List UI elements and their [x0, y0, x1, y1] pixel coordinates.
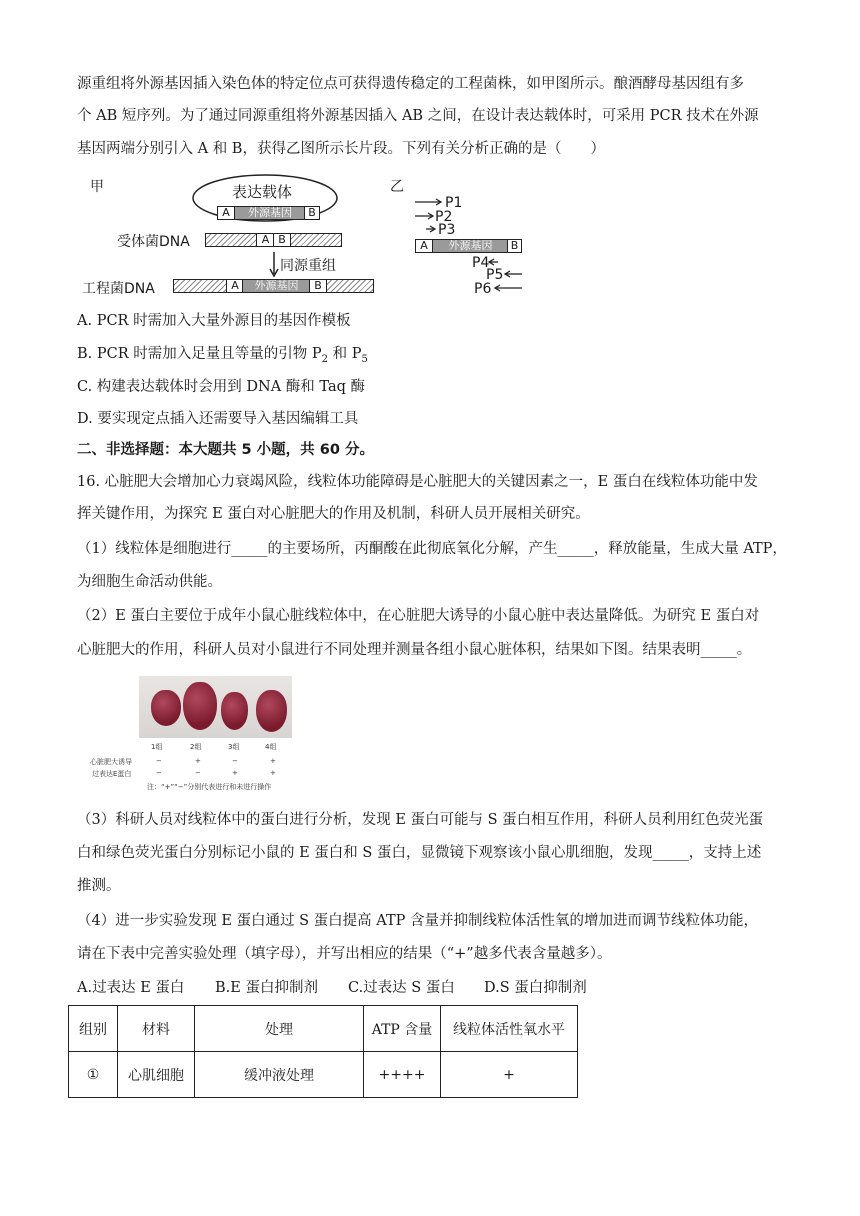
- cell-material: 心肌细胞: [118, 1052, 195, 1098]
- q16-line-5: （2）E 蛋白主要位于成年小鼠心脏线粒体中，在心脏肥大诱导的小鼠心脏中表达量降低。为研究 E 蛋白对: [77, 608, 760, 624]
- primer-p4: P4: [472, 255, 490, 271]
- choice-b: B.E 蛋白抑制剂: [215, 980, 318, 996]
- engineered-label: 工程菌DNA: [82, 281, 155, 297]
- primer-p2: P2: [435, 209, 453, 225]
- choice-d: D.S 蛋白抑制剂: [484, 980, 587, 996]
- option-d: D. 要实现定点插入还需要导入基因编辑工具: [77, 411, 359, 427]
- primer-p1: P1: [445, 195, 463, 211]
- seg-b: B: [507, 240, 521, 252]
- recombination-label: 同源重组: [280, 258, 336, 274]
- intro-line-3: 基因两端分别引入 A 和 B，获得乙图所示长片段。下列有关分析正确的是（ ）: [77, 141, 605, 157]
- option-b: [77, 344, 368, 370]
- option-a: A. PCR 时需加入大量外源目的基因作模板: [77, 313, 351, 329]
- col-ros: 线粒体活性氧水平: [441, 1006, 578, 1052]
- row2-g3: +: [232, 769, 238, 777]
- seg-gene: 外源基因: [432, 240, 508, 252]
- choice-a: A.过表达 E 蛋白: [77, 980, 185, 996]
- heart-4: [256, 690, 287, 732]
- row1-g4: +: [270, 757, 276, 765]
- col-material: 材料: [118, 1006, 195, 1052]
- seg-b: B: [309, 280, 327, 292]
- seg-gene: 外源基因: [234, 207, 305, 219]
- primer-p3: P3: [438, 222, 456, 238]
- seg-gene: 外源基因: [242, 280, 310, 292]
- primer-p5: P5: [486, 267, 504, 283]
- vector-construct: [217, 206, 320, 220]
- vector-label: 表达载体: [232, 183, 293, 201]
- cell-treatment: 缓冲液处理: [195, 1052, 364, 1098]
- option-b-text: B. PCR 时需加入足量且等量的引物 P: [77, 346, 322, 362]
- option-c: C. 构建表达载体时会用到 DNA 酶和 Taq 酶: [77, 379, 365, 395]
- q16-part3-line-3: 推测。: [77, 878, 121, 894]
- group-3-label: 3组: [228, 743, 240, 751]
- row1-g3: −: [232, 757, 238, 765]
- row2-g1: −: [156, 769, 162, 777]
- heart-photo: [139, 676, 292, 738]
- row1-g1: −: [156, 757, 162, 765]
- seg-a: A: [256, 234, 274, 246]
- table-row: [69, 1052, 578, 1098]
- option-b-sub1: 2: [321, 353, 328, 365]
- table-header-row: [69, 1006, 578, 1052]
- seg-a: A: [420, 239, 428, 252]
- section-heading: 二、非选择题：本大题共 5 小题，共 60 分。: [77, 442, 374, 458]
- q16-line-1: 16. 心脏肥大会增加心力衰竭风险，线粒体功能障碍是心脏肥大的关键因素之一，E 蛋白在线粒体功能中发: [77, 474, 758, 490]
- q16-part3-line-2: 白和绿色荧光蛋白分别标记小鼠的 E 蛋白和 S 蛋白，显微镜下观察该小鼠心肌细胞，发现_____，支持上述: [77, 845, 762, 861]
- seg-a: A: [222, 206, 230, 219]
- q16-line-6: 心脏肥大的作用，科研人员对小鼠进行不同处理并测量各组小鼠心脏体积，结果如下图。结果表明_____。: [77, 642, 752, 658]
- long-fragment: [415, 239, 522, 253]
- row2-g2: −: [195, 769, 201, 777]
- heart-2: [183, 682, 217, 730]
- group-4-label: 4组: [265, 743, 277, 751]
- row2-label: 过表达E蛋白: [92, 770, 132, 778]
- group-2-label: 2组: [190, 743, 202, 751]
- col-treatment: 处理: [195, 1006, 364, 1052]
- q16-line-4: 为细胞生命活动供能。: [77, 574, 222, 590]
- arrow-down-icon: [268, 252, 280, 278]
- experiment-table: [68, 1005, 578, 1098]
- figure-yi-title: 乙: [390, 179, 404, 195]
- intro-line-1: 源重组将外源基因插入染色体的特定位点可获得遗传稳定的工程菌株，如甲图所示。酿酒酵母基因组有多: [77, 76, 744, 92]
- option-b-mid: 和 P: [328, 346, 362, 362]
- q16-part4-line-1: （4）进一步实验发现 E 蛋白通过 S 蛋白提高 ATP 含量并抑制线粒体活性氧的增加进而调节线粒体功能，: [77, 913, 759, 929]
- figure-jia-title: 甲: [90, 179, 104, 195]
- group-1-label: 1组: [151, 743, 163, 751]
- q16-line-2: 挥关键作用，为探究 E 蛋白对心脏肥大的作用及机制，科研人员开展相关研究。: [77, 506, 590, 522]
- q16-part4-line-2: 请在下表中完善实验处理（填字母），并写出相应的结果（“+”越多代表含量越多）。: [77, 946, 612, 962]
- cell-group: ①: [69, 1052, 118, 1098]
- heart-1: [151, 690, 181, 726]
- seg-a: A: [226, 280, 243, 292]
- col-group: 组别: [69, 1006, 118, 1052]
- option-b-sub2: 5: [361, 353, 368, 365]
- seg-b: B: [273, 234, 291, 246]
- q16-part3-line-1: （3）科研人员对线粒体中的蛋白进行分析，发现 E 蛋白可能与 S 蛋白相互作用，科研人员利用红色荧光蛋: [77, 812, 764, 828]
- row1-g2: +: [195, 757, 201, 765]
- col-atp: ATP 含量: [364, 1006, 441, 1052]
- row1-label: 心脏肥大诱导: [90, 758, 132, 766]
- engineered-dna: [173, 279, 374, 293]
- intro-line-2: 个 AB 短序列。为了通过同源重组将外源基因插入 AB 之间，在设计表达载体时，可采用 PCR 技术在外源: [77, 108, 759, 124]
- recipient-label: 受体菌DNA: [117, 234, 190, 250]
- choice-c: C.过表达 S 蛋白: [348, 980, 455, 996]
- cell-atp: ++++: [364, 1052, 441, 1098]
- heart-3: [221, 692, 248, 730]
- cell-ros: +: [441, 1052, 578, 1098]
- row2-g4: +: [270, 769, 276, 777]
- photo-note: 注：“+”“−”分别代表进行和未进行操作: [147, 783, 272, 791]
- primer-p6: P6: [474, 281, 492, 297]
- q16-line-3: （1）线粒体是细胞进行_____的主要场所，丙酮酸在此彻底氧化分解，产生_____，释放能量，生成大量 ATP，: [77, 541, 787, 557]
- recipient-dna: [205, 233, 342, 247]
- seg-b: B: [304, 207, 319, 219]
